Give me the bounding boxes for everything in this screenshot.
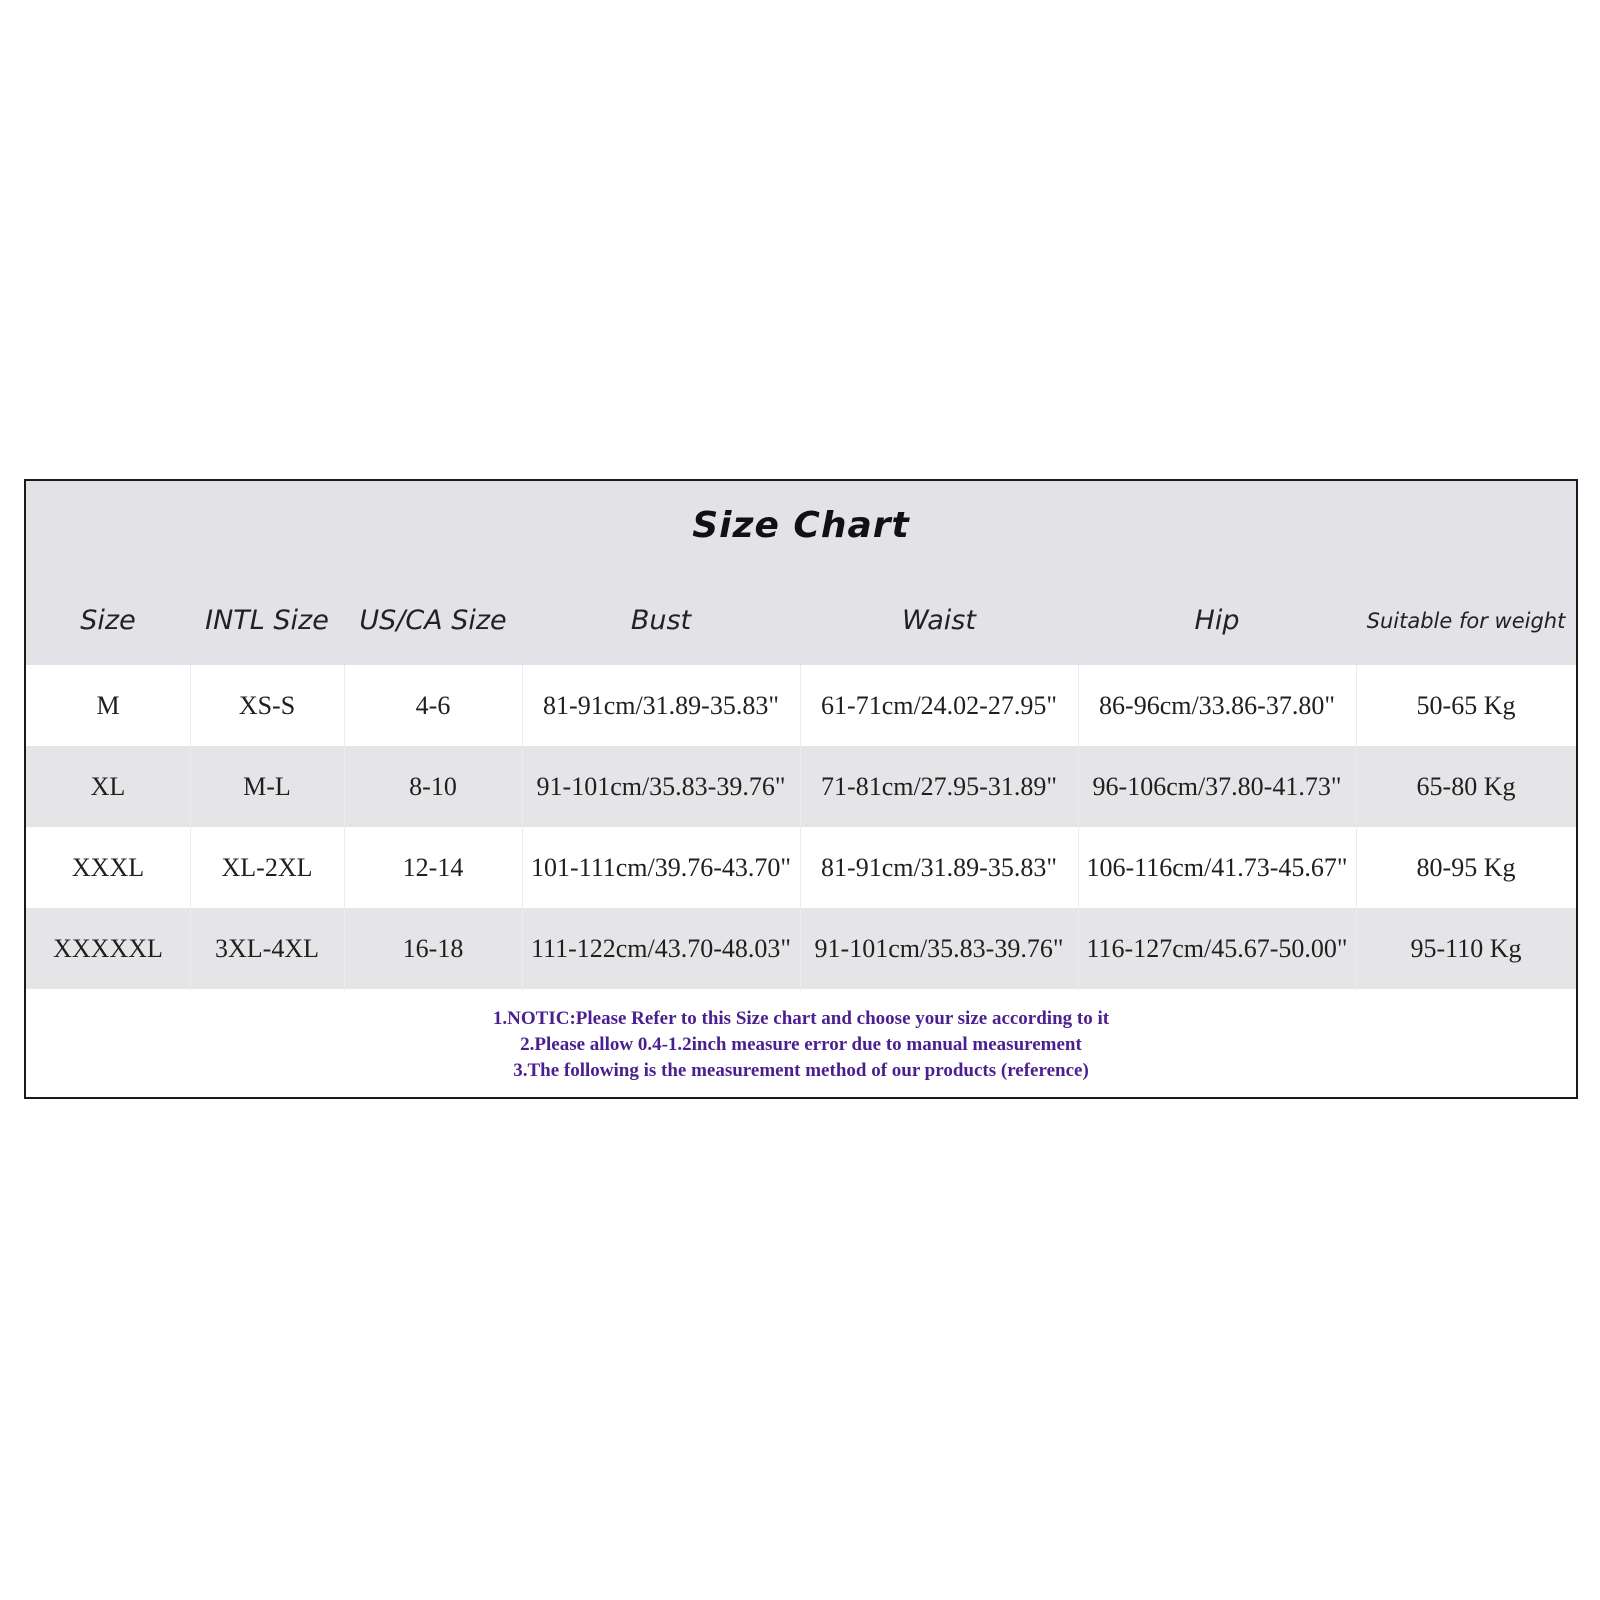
cell-size: XXXL [71,853,145,882]
cell-hip: 96-106cm/37.80-41.73" [1092,772,1342,801]
cell-us-ca-size: 12-14 [402,853,464,882]
note-line: 3.The following is the measurement method of our products (reference) [513,1060,1089,1081]
header-intl-size: INTL Size [205,605,329,636]
cell-waist: 81-91cm/31.89-35.83" [821,853,1057,882]
cell-bust: 111-122cm/43.70-48.03" [531,934,791,963]
header-bust: Bust [630,605,692,636]
cell-waist: 71-81cm/27.95-31.89" [821,772,1057,801]
column-divider [1356,665,1357,991]
header-waist: Waist [902,605,976,636]
header-hip: Hip [1194,605,1240,636]
cell-weight: 95-110 Kg [1410,934,1522,963]
cell-weight: 65-80 Kg [1416,772,1516,801]
header-weight: Suitable for weight [1366,609,1566,633]
cell-intl-size: M-L [243,772,291,801]
column-divider [522,665,523,991]
cell-intl-size: XS-S [238,691,296,720]
cell-us-ca-size: 16-18 [402,934,464,963]
cell-waist: 91-101cm/35.83-39.76" [814,934,1064,963]
header-us-ca-size: US/CA Size [359,605,507,636]
cell-bust: 101-111cm/39.76-43.70" [531,853,791,882]
note-line: 2.Please allow 0.4-1.2inch measure error due to manual measurement [520,1034,1082,1055]
cell-bust: 91-101cm/35.83-39.76" [536,772,786,801]
cell-bust: 81-91cm/31.89-35.83" [543,691,779,720]
column-divider [344,665,345,991]
cell-size: XXXXXL [53,934,163,963]
cell-hip: 86-96cm/33.86-37.80" [1099,691,1335,720]
chart-title: Size Chart [692,505,910,546]
note-line: 1.NOTIC:Please Refer to this Size chart and choose your size according to it [492,1008,1110,1029]
table-row [26,908,1576,989]
cell-hip: 106-116cm/41.73-45.67" [1086,853,1348,882]
header-size: Size [80,605,136,636]
cell-us-ca-size: 4-6 [415,691,451,720]
size-chart [24,479,1578,1099]
table-row [26,746,1576,827]
column-divider [800,665,801,991]
cell-hip: 116-127cm/45.67-50.00" [1086,934,1348,963]
cell-weight: 80-95 Kg [1416,853,1516,882]
cell-intl-size: 3XL-4XL [215,934,319,963]
cell-waist: 61-71cm/24.02-27.95" [821,691,1057,720]
cell-weight: 50-65 Kg [1416,691,1516,720]
column-divider [1078,665,1079,991]
cell-intl-size: XL-2XL [221,853,313,882]
cell-size: XL [90,772,126,801]
notes [26,1006,1576,1084]
table-row [26,827,1576,908]
table-row [26,665,1576,746]
column-divider [190,665,191,991]
cell-us-ca-size: 8-10 [409,772,457,801]
cell-size: M [96,691,120,720]
